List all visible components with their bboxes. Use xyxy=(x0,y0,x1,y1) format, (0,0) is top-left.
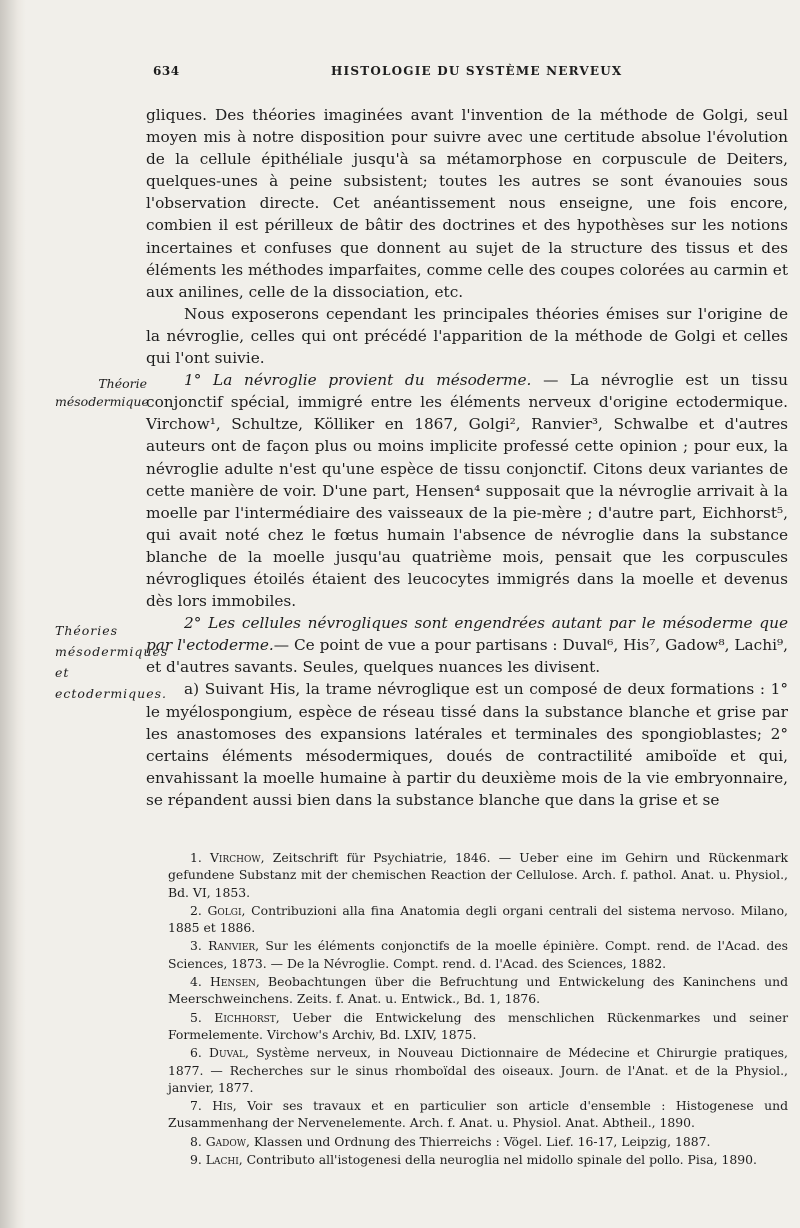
footnote xyxy=(168,1133,788,1150)
footnote-author: 7. His, xyxy=(190,1098,237,1114)
footnote-author: 6. Duval, xyxy=(190,1045,249,1061)
paragraph-text: Nous exposerons cependant les principales théories émises sur l'origine de la névroglie, celles qui ont précédé l'apparition de la méthode de Golgi et celles qui l'ont suivie. xyxy=(146,304,788,368)
running-header xyxy=(153,64,785,86)
footnote-text: Ueber die Entwickelung des menschlichen Rückenmarkes und seiner Formelemente. Virchow's Archiv, Bd. LXIV, 1875. xyxy=(168,1009,788,1042)
theory-heading: 1° La névroglie provient du mésoderme. xyxy=(184,371,532,390)
theory-heading: 2° Les cellules névrogliques sont engendrées autant par le mésoderme que par l'ectoderme. xyxy=(146,614,788,655)
footnote-author: 8. Gadow, xyxy=(190,1133,250,1149)
footnote-author: 3. Ranvier, xyxy=(190,938,260,954)
page-number: 634 xyxy=(153,64,180,78)
footnote xyxy=(168,849,788,901)
footnote-text: Voir ses travaux et en particulier son article d'ensemble : Histogenese und Zusammenhang der Nervenelemente. Arch. f. Anat. u. Physiol. Anat. Abtheil., 1890. xyxy=(168,1098,789,1131)
footnote-text: Contributo all'istogenesi della neuroglia nel midollo spinale del pollo. Pisa, 1890. xyxy=(242,1152,757,1168)
running-title: HISTOLOGIE DU SYSTÈME NERVEUX xyxy=(331,64,623,78)
paragraph-text: a) Suivant His, la trame névroglique est un composé de deux formations : 1° le myélospongium, espèce de réseau tissé dans la substance blanche et grise par les anastomoses des expansions latérales et terminales des spongioblastes; 2° certains éléments mésodermiques, doués de contractilité amiboïde et qui, envahissant la moelle humaine à partir du deuxième mois de la vie embryonnaire, se répandent aussi bien dans la substance blanche que dans la grise et se xyxy=(146,680,788,809)
footnote-text: Zeitschrift für Psychiatrie, 1846. — Ueber eine im Gehirn und Rückenmark gefundene Substanz mit der chemischen Reaction der Cellulose. Arch. f. pathol. Anat. u. Physiol., Bd. VI, 1853. xyxy=(168,850,789,900)
paragraph-theory-2 xyxy=(146,612,788,678)
paragraph xyxy=(146,104,788,303)
footnotes xyxy=(168,849,788,1169)
footnote-author: 9. Lachi, xyxy=(190,1152,243,1168)
footnote-author: 1. Virchow, xyxy=(190,850,265,865)
footnote xyxy=(168,1151,788,1168)
footnote-text: Beobachtungen über die Befruchtung und Entwickelung des Kaninchens und Meerschweinchens. Zeits. f. Anat. u. Entwick., Bd. 1, 1876. xyxy=(168,974,789,1007)
footnote xyxy=(168,902,788,937)
footnote-text: Sur les éléments conjonctifs de la moelle épinière. Compt. rend. de l'Acad. des Sciences, 1873. — De la Névroglie. Compt. rend. d. l'Acad. des Sciences, 1882. xyxy=(168,938,788,971)
main-text xyxy=(146,104,788,811)
footnote-text: Klassen und Ordnung des Thierreichs : Vögel. Lief. 16-17, Leipzig, 1887. xyxy=(249,1133,711,1149)
margin-note-mesodermique: Théorie mésodermique xyxy=(55,376,149,409)
footnote-text: Contribuzioni alla fina Anatomia degli organi centrali del sistema nervoso. Milano, 1885 et 1886. xyxy=(168,902,788,936)
footnote xyxy=(168,973,788,1008)
footnote xyxy=(168,1097,788,1132)
paragraph-text: — La névroglie est un tissu conjonctif spécial, immigré entre les éléments nerveux d'origine ectodermique. Virchow¹, Schultze, Kölliker en 1867, Golgi², Ranvier³, Schwalbe et d'autres auteurs ont de façon plus ou moins implicite professé cette opinion ; pour eux, la névroglie adulte n'est qu'une espèce de tissu conjonctif. Citons deux variantes de cette manière de voir. D'une part, Hensen⁴ supposait que la névroglie arrivait à la moelle par l'intermédiaire des vaisseaux de la pie-mère ; d'autre part, Eichhorst⁵, qui avait noté chez le fœtus humain l'absence de névroglie dans la substance blanche de la moelle jusqu'au quatrième mois, pensait que les corpuscules névrogliques étoilés étaient des leucocytes immigrés dans la moelle et devenus dès lors immobiles. xyxy=(146,371,788,611)
footnote xyxy=(168,937,788,972)
paragraph-text: gliques. Des théories imaginées avant l'invention de la méthode de Golgi, seul moyen mis à notre disposition pour suivre avec une certitude absolue l'évolution de la cellule épithéliale jusqu'à sa métamorphose en corpuscule de Deiters, quelques-unes à peine subsistent; toutes les autres se sont évanouies sous l'observation directe. Cet anéantissement nous enseigne, une fois encore, combien il est périlleux de bâtir des doctrines et des hypothèses sur les notions incertaines et confuses que donnent au sujet de la structure des tissus et des éléments les méthodes imparfaites, comme celle des coupes colorées au carmin et aux anilines, celle de la dissociation, etc. xyxy=(146,106,788,301)
paragraph-theory-1 xyxy=(146,369,788,612)
paragraph xyxy=(146,303,788,369)
paragraph-text: — Ce point de vue a pour partisans : Duval⁶, His⁷, Gadow⁸, Lachi⁹, et d'autres savants. Seules, quelques nuances les divisent. xyxy=(146,636,788,677)
footnote-author: 5. Eichhorst, xyxy=(190,1009,280,1025)
margin-note-ectodermiques: Théories mésodermiques et ectodermiques. xyxy=(55,623,169,701)
footnote-author: 2. Golgi, xyxy=(190,902,246,918)
paragraph xyxy=(146,678,788,811)
page-gutter-shadow xyxy=(0,0,26,1228)
footnote-text: Système nerveux, in Nouveau Dictionnaire de Médecine et Chirurgie pratiques, 1877. — Recherches sur le sinus rhomboïdal des oiseaux. Journ. de l'Anat. et de la Physiol., janvier, 1877. xyxy=(168,1045,788,1095)
footnote xyxy=(168,1044,788,1096)
footnote-author: 4. Hensen, xyxy=(190,974,260,990)
footnote xyxy=(168,1009,788,1044)
